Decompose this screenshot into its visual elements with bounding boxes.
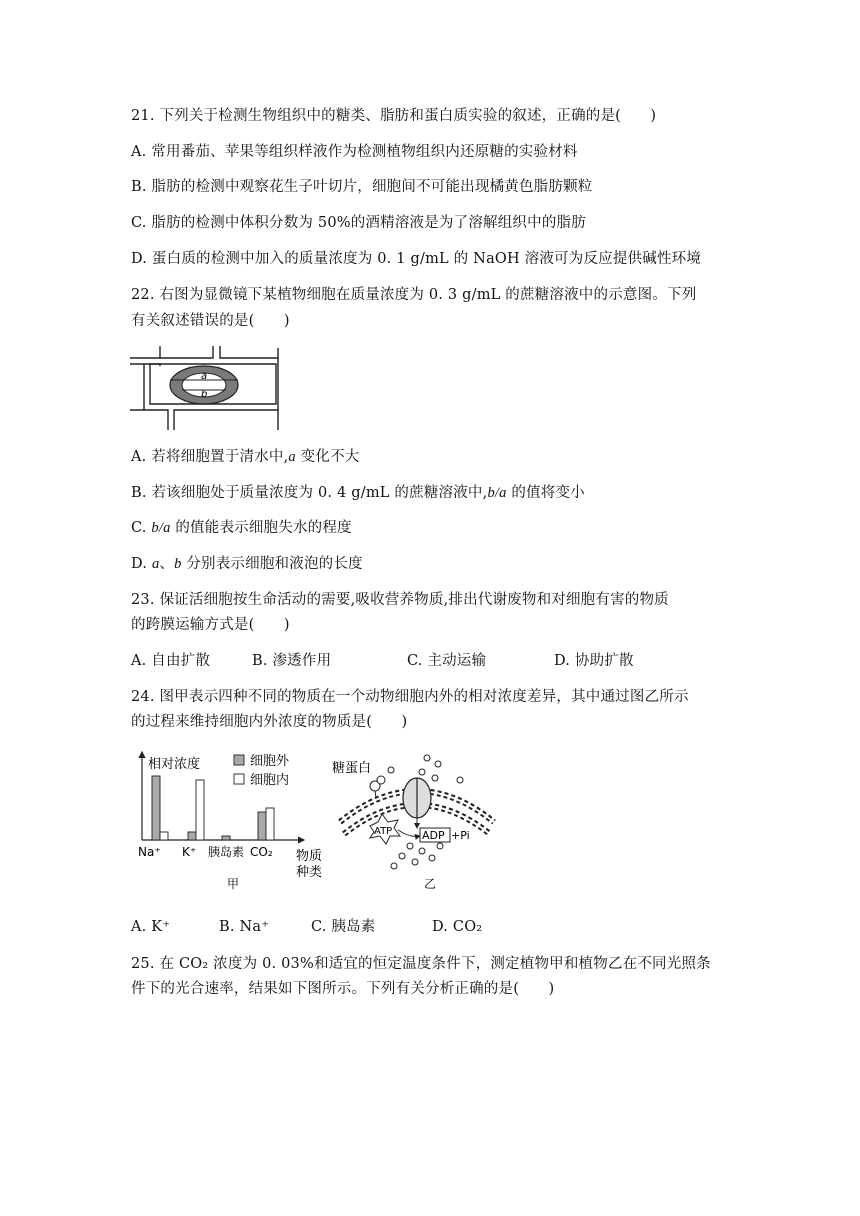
legend-label-out: 细胞外 bbox=[250, 754, 290, 769]
q24-option-d: D. CO₂ bbox=[432, 919, 483, 935]
q22-stem-line2: 有关叙述错误的是( ) bbox=[131, 313, 290, 329]
fig-label-a: a bbox=[201, 371, 208, 382]
q21-option-d: D. 蛋白质的检测中加入的质量浓度为 0. 1 g/mL 的 NaOH 溶液可为反应提供碱性环境 bbox=[131, 251, 702, 267]
plant-cell-figure bbox=[128, 344, 288, 432]
q24-option-c: C. 胰岛素 bbox=[311, 919, 376, 935]
q22-option-b bbox=[131, 483, 585, 503]
q22-d-post: 分别表示细胞和液泡的长度 bbox=[181, 556, 363, 572]
y-axis-label: 相对浓度 bbox=[148, 757, 201, 772]
intracellular-particles bbox=[391, 843, 443, 869]
q22-d-pre: D. bbox=[131, 556, 152, 572]
q22-b-post: 的值将变小 bbox=[506, 485, 585, 501]
atp-label: ATP bbox=[374, 826, 393, 837]
figure-caption-jia: 甲 bbox=[227, 877, 240, 891]
q23-option-c: C. 主动运输 bbox=[407, 653, 487, 669]
q22-c-pre: C. bbox=[131, 520, 152, 536]
q21-option-c: C. 脂肪的检测中体积分数为 50%的酒精溶液是为了溶解组织中的脂肪 bbox=[131, 215, 586, 231]
q25-stem-line1: 25. 在 CO₂ 浓度为 0. 03%和适宜的恒定温度条件下，测定植物甲和植物乙在不同光照条 bbox=[131, 956, 711, 972]
q23-stem-line1: 23. 保证活细胞按生命活动的需要,吸收营养物质,排出代谢废物和对细胞有害的物质 bbox=[131, 592, 669, 608]
legend-label-in: 细胞内 bbox=[250, 773, 290, 788]
q21-option-a: A. 常用番茄、苹果等组织样液作为检测植物组织内还原糖的实验材料 bbox=[131, 144, 578, 160]
q24-stem-line2: 的过程来维持细胞内外浓度的物质是( ) bbox=[131, 714, 408, 730]
glycoprotein-label: 糖蛋白 bbox=[332, 761, 372, 776]
q22-a-var: a bbox=[288, 449, 296, 465]
membrane-transport-figure bbox=[332, 750, 507, 895]
q22-d-var1: a bbox=[151, 556, 160, 572]
q24-option-b: B. Na⁺ bbox=[219, 919, 270, 935]
q23-stem-line2: 的跨膜运输方式是( ) bbox=[131, 617, 290, 633]
q22-b-var: b/a bbox=[487, 485, 507, 501]
q22-b-pre: B. 若该细胞处于质量浓度为 0. 4 g/mL 的蔗糖溶液中, bbox=[131, 485, 488, 501]
q21-option-b: B. 脂肪的检测中观察花生子叶切片，细胞间不可能出现橘黄色脂肪颗粒 bbox=[131, 179, 593, 195]
bar-outside-0 bbox=[152, 776, 160, 840]
q22-d-mid: 、 bbox=[159, 556, 175, 572]
q22-option-c bbox=[131, 518, 352, 538]
q22-c-var: b/a bbox=[151, 520, 171, 536]
x-tick-label: 胰岛素 bbox=[208, 845, 245, 859]
x-tick-label: K⁺ bbox=[182, 845, 197, 859]
x-tick-label: CO₂ bbox=[250, 845, 273, 859]
bar-inside-0 bbox=[160, 832, 168, 840]
q22-d-var2: b bbox=[174, 556, 182, 572]
q25-stem-line2: 件下的光合速率，结果如下图所示。下列有关分析正确的是( ) bbox=[131, 981, 555, 997]
figure-caption-yi: 乙 bbox=[424, 877, 437, 891]
q22-stem-line1: 22. 右图为显微镜下某植物细胞在质量浓度为 0. 3 g/mL 的蔗糖溶液中的示意图。下列 bbox=[131, 287, 697, 303]
bar-inside-3 bbox=[266, 808, 274, 840]
q22-c-post: 的值能表示细胞失水的程度 bbox=[170, 520, 352, 536]
adp-label: ADP bbox=[422, 829, 445, 842]
bar-outside-3 bbox=[258, 812, 266, 840]
q23-option-d: D. 协助扩散 bbox=[554, 653, 634, 669]
q22-a-post: 变化不大 bbox=[295, 449, 360, 465]
concentration-bar-chart bbox=[130, 748, 330, 893]
q23-option-b: B. 渗透作用 bbox=[252, 653, 332, 669]
q22-a-pre: A. 若将细胞置于清水中, bbox=[131, 449, 289, 465]
q23-option-a: A. 自由扩散 bbox=[131, 653, 211, 669]
bar-inside-1 bbox=[196, 780, 204, 840]
pi-label: +Pi bbox=[451, 829, 470, 842]
x-tick-label: Na⁺ bbox=[138, 845, 161, 859]
legend-swatch-out bbox=[234, 755, 244, 765]
q22-option-a bbox=[131, 447, 359, 467]
bar-outside-1 bbox=[188, 832, 196, 840]
legend-swatch-in bbox=[234, 774, 244, 784]
q24-option-a: A. K⁺ bbox=[131, 919, 171, 935]
bar-outside-2 bbox=[222, 836, 230, 840]
x-axis-label-line2: 种类 bbox=[296, 865, 323, 880]
q22-option-d bbox=[131, 554, 363, 574]
q24-stem-line1: 24. 图甲表示四种不同的物质在一个动物细胞内外的相对浓度差异，其中通过图乙所示 bbox=[131, 689, 689, 705]
x-axis-label-line1: 物质 bbox=[296, 849, 323, 864]
q21-stem: 21. 下列关于检测生物组织中的糖类、脂肪和蛋白质实验的叙述，正确的是( ) bbox=[131, 108, 657, 124]
fig-label-b: b bbox=[201, 389, 208, 400]
extracellular-particles bbox=[388, 755, 463, 783]
